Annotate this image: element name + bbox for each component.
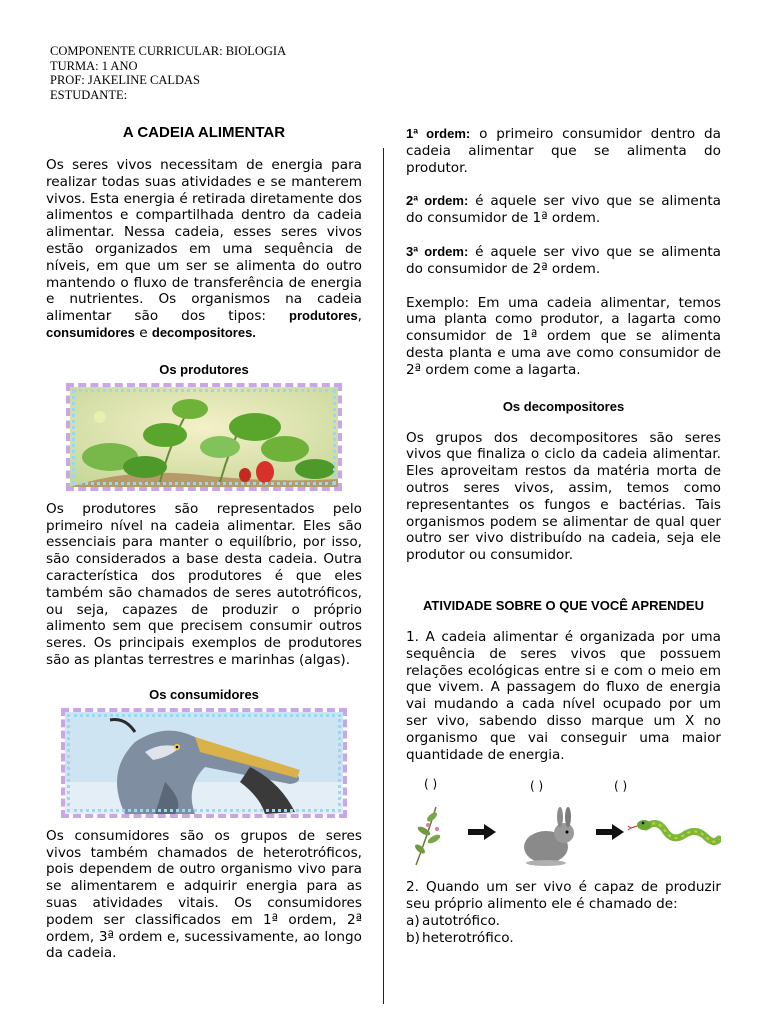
left-column — [46, 120, 362, 962]
heron-illustration — [65, 712, 343, 814]
option-b-letter: b) — [406, 929, 420, 946]
consumidores-image — [61, 708, 347, 818]
ordem2-paragraph — [406, 193, 721, 227]
ordem1-paragraph — [406, 126, 721, 176]
decompositores-paragraph: Os grupos dos decompositores são seres vivos que finaliza o ciclo da cadeia alimentar. Eles aproveitam restos da matéria morta de outros seres vivos, assim, temos como representantes os fungos e bactérias. Tais organismos podem se alimentar de qual quer outro ser vivo distribuído na cadeia, seja ele produtor ou consumidor. — [406, 429, 721, 564]
header-turma: TURMA: 1 ANO — [50, 58, 138, 73]
right-column — [406, 126, 721, 947]
food-chain-figure — [406, 777, 721, 877]
consumidores-heading: Os consumidores — [149, 686, 259, 702]
question-1: 1. A cadeia alimentar é organizada por uma sequência de seres vivos que possuem relações ecológicas entre si e com o meio em que vivem. A passagem do fluxo de energia vai mudando a cada nível ocupado por um ser vivo, sabendo disso marque um X no organismo que vai conseguir uma maior quantidade de energia. — [406, 628, 721, 763]
ordem1-text: o primeiro consumidor dentro da cadeia alimentar que se alimenta do produtor. — [406, 126, 721, 176]
decompositores-heading: Os decompositores — [502, 398, 625, 414]
header-curricular: COMPONENTE CURRICULAR: BIOLOGIA — [50, 44, 287, 58]
option-b-text: heterotrófico. — [422, 929, 514, 946]
checkbox-plant[interactable]: ( ) — [424, 777, 438, 792]
intro-sep1: , — [357, 308, 362, 325]
intro-text: Os seres vivos necessitam de energia para realizar todas suas atividades e se manterem vivos. Esta energia é retirada diretamente dos alimentos e compartilhada dentro da cadeia alimentar. Nessa cadeia, esses seres vivos estão organizados em uma sequência de níveis, em que um ser se alimenta do outro mantendo o fluxo de transferência de energia e nutrientes. Os organismos na cadeia alimentar são dos tipos: — [46, 157, 362, 325]
question-2: 2. Quando um ser vivo é capaz de produzir seu próprio alimento ele é chamado de: — [406, 879, 721, 913]
strawberry-plant-illustration — [70, 387, 338, 487]
term-produtores: produtores — [289, 308, 358, 324]
intro-paragraph — [46, 157, 362, 342]
atividade-title: ATIVIDADE SOBRE O QUE VOCÊ APRENDEU — [423, 597, 704, 613]
ordem3-text: é aquele ser vivo que se alimenta do consumidor de 2ª ordem. — [406, 243, 721, 277]
rabbit-icon — [524, 807, 574, 866]
ordem2-label: 2ª ordem: — [406, 193, 469, 209]
question-2-options — [406, 913, 721, 947]
checkbox-snake[interactable]: ( ) — [614, 779, 628, 794]
arrow-1-icon — [468, 824, 496, 840]
plant-icon — [413, 807, 441, 865]
produtores-paragraph: Os produtores são representados pelo primeiro nível na cadeia alimentar. Eles são essenciais para manter o equilíbrio, por isso, são considerados a base desta cadeia. Outra característica dos produtores é que eles também são chamados de seres autotróficos, ou seja, capazes de produzir o próprio alimento sem que precisem consumir outros seres. Os principais exemplos de produtores são as plantas terrestres e marinhas (algas). — [46, 500, 362, 668]
produtores-image — [66, 383, 342, 491]
intro-sep2: e — [139, 324, 148, 341]
food-chain-drawing — [406, 799, 721, 871]
ordem3-paragraph — [406, 244, 721, 278]
header-prof: PROF: JAKELINE CALDAS — [50, 73, 201, 87]
header-estudante: ESTUDANTE: — [50, 87, 128, 102]
page-title: A CADEIA ALIMENTAR — [122, 124, 286, 141]
option-b[interactable] — [406, 930, 721, 947]
document-header — [50, 44, 286, 102]
column-divider — [383, 148, 384, 1004]
produtores-heading: Os produtores — [159, 361, 249, 377]
term-consumidores: consumidores — [46, 324, 135, 340]
arrow-2-icon — [596, 824, 624, 840]
ordem1-label: 1ª ordem: — [406, 126, 471, 141]
checkbox-rabbit[interactable]: ( ) — [530, 779, 544, 794]
snake-icon — [628, 820, 719, 842]
option-a-text: autotrófico. — [422, 912, 500, 929]
ordem2-text: é aquele ser vivo que se alimenta do consumidor de 1ª ordem. — [406, 193, 721, 227]
ordem3-label: 3ª ordem: — [406, 243, 469, 259]
option-a-letter: a) — [406, 912, 420, 929]
exemplo-paragraph: Exemplo: Em uma cadeia alimentar, temos uma planta como produtor, a lagarta como consumidor de 1ª ordem que se alimenta desta planta e uma ave como consumidor de 2ª ordem come a lagarta. — [406, 294, 721, 378]
term-decompositores: decompositores. — [151, 324, 256, 340]
option-a[interactable] — [406, 913, 721, 930]
consumidores-paragraph: Os consumidores são os grupos de seres vivos também chamados de heterotróficos, pois dependem de outro organismo vivo para se alimentarem e adquirir energia para as suas atividades vitais. Os consumidores podem ser classificados em 1ª ordem, 2ª ordem, 3ª ordem e, sucessivamente, ao longo da cadeia. — [46, 827, 362, 962]
